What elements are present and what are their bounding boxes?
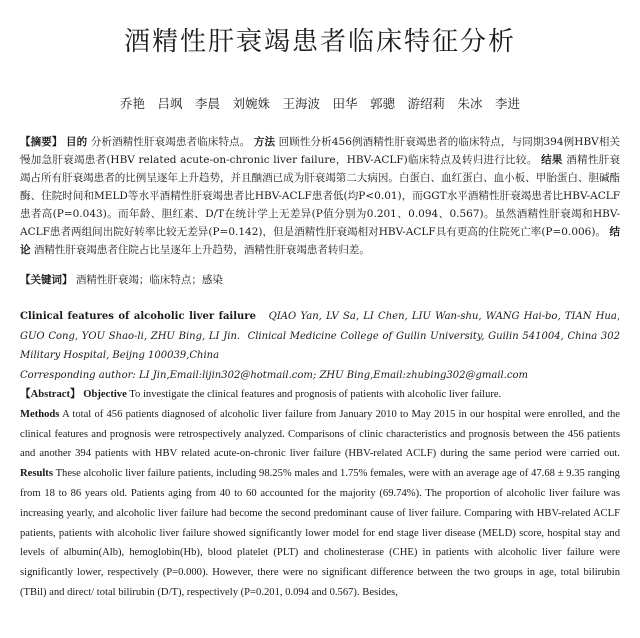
english-header: [20, 307, 620, 385]
result-text: 酒精性肝衰竭占所有肝衰竭患者的比例呈逐年上升趋势，并且酗酒已成为肝衰竭第二大病因。白蛋白、血红蛋白、血小板、甲胎蛋白、胆碱酯酶、住院时间和MELD等水平酒精性肝衰竭患者比HBV-ACLF患者低(均P<0.01)，而GGT水平酒精性肝衰竭患者比HBV-ACLF患者高(P=0.043)。而年龄、胆红素、D/T在统计学上无差异(P值分别为0.201、0.094、0.567)。虽然酒精性肝衰竭和HBV-ACLF患者两组间出院好转率比较无差异(P=0.142)，但是酒精性肝衰竭相对HBV-ACLF具有更高的住院死亡率(P=0.006)。: [20, 154, 621, 238]
keywords-label: 【关键词】: [20, 274, 73, 286]
english-results-label: Results: [20, 468, 53, 480]
author-list: 乔艳 吕飒 李晨 刘婉姝 王海波 田华 郭骢 游绍莉 朱冰 李进: [119, 96, 520, 111]
english-abstract-label: 【Abstract】: [20, 389, 81, 400]
chinese-abstract: [20, 133, 620, 259]
corresponding-text: LI Jin,Email:lijin302@hotmail.com; ZHU Bing,Email:zhubing302@gmail.com: [138, 369, 529, 381]
objective-text: 分析酒精性肝衰竭患者临床特点。: [90, 136, 251, 148]
english-authors: QIAO Yan, LV Sa, LI Chen, LIU Wan-shu, WANG Hai-bo, TIAN Hua, GUO Cong, YOU Shao-li, ZHU Bing, LI Jin.: [20, 311, 620, 342]
keywords-text: 酒精性肝衰竭；临床特点；感染: [75, 274, 223, 286]
conclusion-label: 结论: [20, 226, 620, 256]
english-methods-text: A total of 456 patients diagnosed of alcoholic liver failure from January 2010 to May 2015 in our hospital were enrolled, and the clinical features and prognosis were retrospectively analyzed. Comparisons of clinic characteristics and prognosis between the 456 patients and another 394 patients with HBV related acute-on-chronic liver failure (HBV-related ACLF) during the same period were carried out.: [20, 408, 620, 460]
method-text: 回顾性分析456例酒精性肝衰竭患者的临床特点，与同期394例HBV相关慢加急肝衰竭患者(HBV related acute-on-chronic liver failure，HBV-ACLF)临床特点及转归进行比较。: [20, 136, 621, 166]
method-label: 方法: [253, 136, 276, 148]
chinese-keywords: [20, 271, 620, 289]
result-label: 结果: [541, 154, 563, 166]
paper-page: [0, 22, 640, 638]
english-objective-text: To investigate the clinical features and prognosis of patients with alcoholic liver failure.: [129, 389, 502, 400]
paper-title: 酒精性肝衰竭患者临床特征分析: [123, 27, 516, 57]
abstract-label: 【摘要】: [20, 136, 63, 148]
conclusion-text: 酒精性肝衰竭患者住院占比呈逐年上升趋势，酒精性肝衰竭患者转归差。: [33, 244, 370, 256]
english-title: Clinical features of alcoholic liver failure: [20, 311, 256, 322]
corresponding-label: Corresponding author:: [20, 369, 136, 381]
english-methods-label: Methods: [20, 408, 60, 420]
english-affiliation: Clinical Medicine College of Guilin University, Guilin 541004, China 302 Military Hospital, Beijng 100039,China: [20, 330, 621, 361]
english-abstract: [20, 385, 620, 603]
english-objective-label: Objective: [83, 389, 127, 400]
objective-label: 目的: [66, 136, 88, 148]
english-results-text: These alcoholic liver failure patients, including 98.25% males and 1.75% females, were with an average age of 47.68 ± 9.35 ranging from 18 to 86 years old. Patients aging from 40 to 60 accounted for the majority (69.74%). The proportion of alcoholic liver failure was increasing yearly, and alcoholic liver failure had become the second predominant cause of liver failure. Comparing with HBV-related ACLF patients, patients with alcoholic liver failure showed significantly lower model for end stage liver disease (MELD) score, hospital stay and levels of albumin(Alb), hemoglobin(Hb), blood platelet (PLT) and cholinesterase (CHE) in patients with alcoholic liver failure were significantly lower, respectively (P=0.000). However, there were no significant difference between the two groups in age, total bilirubin (TBil) and direct/ total bilirubin (D/T), respectively (P=0.201, 0.094 and 0.567). Besides,: [20, 468, 620, 598]
